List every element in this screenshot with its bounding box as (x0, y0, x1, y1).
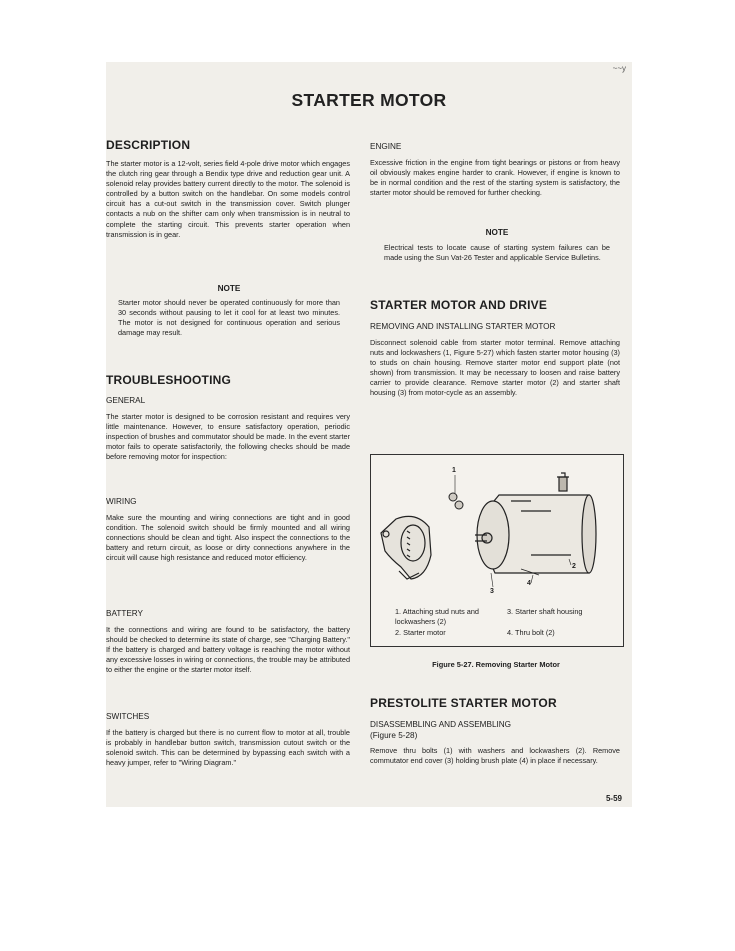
troubleshooting-heading: TROUBLESHOOTING (106, 373, 231, 387)
legend-item-1 (395, 607, 495, 626)
battery-text: It the connections and wiring are found to be satisfactory, the battery should be checked to determine its state of charge, see "Charging Battery." If the battery is charged and battery voltage is reaching the motor without any excessive losses in wiring or connections, the trouble may be attributed to either the engine or the starter motor itself. (106, 625, 350, 675)
switches-heading: SWITCHES (106, 712, 150, 721)
legend-num-4: 4. (507, 628, 514, 637)
legend-text-4: Thru bolt (2) (515, 628, 555, 637)
legend-item-3 (507, 607, 597, 617)
page-number: 5-59 (605, 794, 622, 803)
engine-text: Excessive friction in the engine from tight bearings or pistons or from heavy oil obviously makes engine harder to crank. However, if engine is known to be in normal condition and the rest of the starting system is satisfactory, the starter motor should be removed for further checking. (370, 158, 620, 198)
switches-text: If the battery is charged but there is no current flow to motor at all, trouble is probably in handlebar button switch, transmission cutout switch or the solenoid switch. This can be determined by bypassing each switch with a heavy jumper, refer to "Wiring Diagram." (106, 728, 350, 768)
right-note-text: Electrical tests to locate cause of starting system failures can be made using the Sun Vat-26 Tester and applicable Service Bulletins. (384, 243, 610, 263)
page-title: STARTER MOTOR (291, 90, 447, 110)
legend-num-1: 1. (395, 607, 402, 616)
corner-mark: ~~y (612, 64, 626, 73)
engine-heading: ENGINE (370, 142, 402, 151)
callout-3: 3 (490, 588, 494, 595)
starter-motor-illustration (371, 455, 623, 600)
callout-2: 2 (572, 563, 576, 570)
callout-1: 1 (452, 467, 456, 474)
starter-shaft-housing-drawing (381, 516, 431, 579)
disassembling-text: Remove thru bolts (1) with washers and lockwashers (2). Remove commutator end cover (3) holding brush plate (4) in place if necessary. (370, 746, 620, 766)
starter-motor-drawing (475, 473, 596, 573)
prestolite-heading: PRESTOLITE STARTER MOTOR (370, 696, 557, 710)
figure-ref: (Figure 5-28) (370, 731, 418, 740)
manual-page (106, 62, 632, 807)
legend-text-2: Starter motor (403, 628, 446, 637)
legend-num-3: 3. (507, 607, 514, 616)
wiring-heading: WIRING (106, 497, 137, 506)
removing-text: Disconnect solenoid cable from starter motor terminal. Remove attaching nuts and lockwashers (1, Figure 5-27) which fasten starter motor housing (3) to studs on chain housing. Remove starter motor end support plate (not shown) from transmission. It may be necessary to loosen and raise battery carrier to provide clearance. Remove starter motor (2) and starter shaft housing (3) from motor-cycle as an assembly. (370, 338, 620, 398)
starter-drive-heading: STARTER MOTOR AND DRIVE (370, 298, 548, 312)
stud-nuts-drawing (449, 493, 463, 509)
general-heading: GENERAL (106, 396, 146, 405)
legend-text-3: Starter shaft housing (515, 607, 583, 616)
description-heading: DESCRIPTION (106, 138, 191, 152)
wiring-text: Make sure the mounting and wiring connections are tight and in good condition. The solenoid switch should be firmly mounted and all wiring connections should be clean and tight. Also inspect the connections to the battery and return circuit, as loose or dirty connections anywhere in the circuit will cause high resistance and reduced motor efficiency. (106, 513, 350, 563)
legend-num-2: 2. (395, 628, 402, 637)
legend-item-2 (395, 628, 495, 638)
description-text: The starter motor is a 12-volt, series field 4-pole drive motor which engages the clutch ring gear through a Bendix type drive and reduction gear unit. A solenoid relay provides battery current directly to the motor. The solenoid is controlled by a button switch on the handlebar. On some models control circuit has a cut-out switch in the transmission cover. Switch plunger contacts a nub on the shifter cam only when transmission is in neutral to complete the starting circuit. This prevents starter operation when transmission is in gear. (106, 159, 350, 239)
battery-heading: BATTERY (106, 609, 144, 618)
legend-text-1: Attaching stud nuts and lockwashers (2) (395, 607, 479, 626)
legend-item-4 (507, 628, 607, 638)
disassembling-heading: DISASSEMBLING AND ASSEMBLING (370, 720, 512, 729)
figure-caption: Figure 5-27. Removing Starter Motor (432, 660, 560, 669)
callout-4: 4 (527, 580, 531, 587)
right-note-heading: NOTE (485, 228, 509, 237)
left-note-text: Starter motor should never be operated continuously for more than 30 seconds without pausing to let it cool for at least two minutes. The motor is not designed for continuous operation and serious damage may result. (118, 298, 340, 338)
general-text: The starter motor is designed to be corrosion resistant and requires very little maintenance. However, to ensure satisfactory operation, periodic inspection of brushes and commutator should be made. In the event starter motor fails to operate satisfactorily, the following checks should be made before removing motor for inspection: (106, 412, 350, 462)
left-note-heading: NOTE (217, 284, 241, 293)
removing-heading: REMOVING AND INSTALLING STARTER MOTOR (370, 322, 556, 331)
starter-motor-figure (370, 454, 624, 647)
